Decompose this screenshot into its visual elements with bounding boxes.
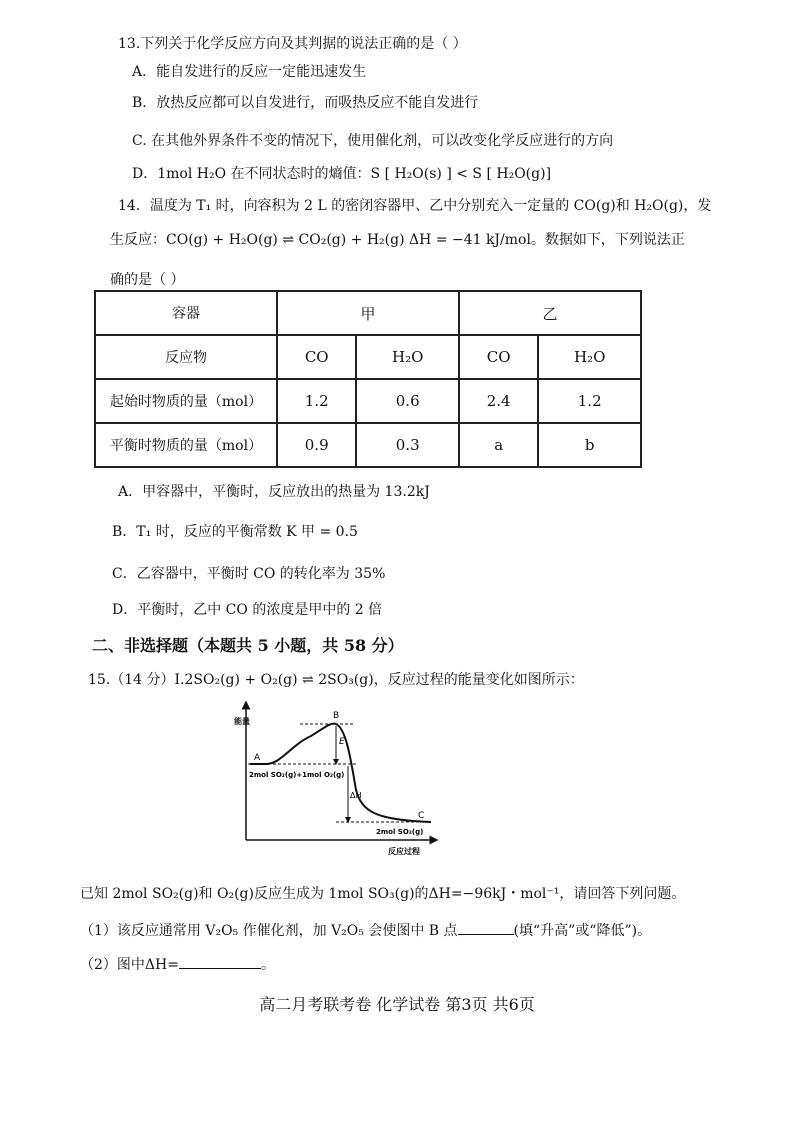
label-products: 2mol SO₃(g) [376,828,424,836]
table-cell: H₂O [356,335,459,379]
table-cell: 1.2 [277,379,356,423]
table-cell: 1.2 [538,379,641,423]
table-cell: H₂O [538,335,641,379]
table-cell: 0.9 [277,423,356,467]
table-cell: 0.3 [356,423,459,467]
q13-option-a: A．能自发进行的反应一定能迅速发生 [132,64,367,80]
table-cell: CO [277,335,356,379]
table-cell: 容器 [95,291,277,335]
table-cell: 平衡时物质的量（mol） [95,423,277,467]
q14-option-b: B．T₁ 时，反应的平衡常数 K 甲 = 0.5 [112,524,358,540]
q13-option-b: B．放热反应都可以自发进行，而吸热反应不能自发进行 [132,95,479,111]
answer-blank-2[interactable] [179,954,261,969]
label-reactants: 2mol SO₂(g)+1mol O₂(g) [249,771,345,779]
q15-part2 [80,954,275,974]
q15-part1-prefix: （1）该反应通常用 V₂O₅ 作催化剂，加 V₂O₅ 会使图中 B 点 [80,923,458,939]
table-cell: b [538,423,641,467]
label-dh: ΔH [350,791,362,800]
y-axis-label: 能量 [234,717,250,726]
q13-d-suffix: 在不同状态时的熵值：S [ H₂O(s) ] < S [ H₂O(g)] [226,166,552,182]
section-heading: 二、非选择题（本题共 5 小题，共 58 分） [92,636,404,655]
q13-option-c: C. 在其他外界条件不变的情况下，使用催化剂，可以改变化学反应进行的方向 [132,133,614,149]
q14-data-table [94,290,642,468]
label-e: E [339,737,345,747]
label-a: A [254,753,261,763]
answer-blank-1[interactable] [458,920,514,935]
q14-stem-line2: 生反应：CO(g) + H₂O(g) ⇌ CO₂(g) + H₂(g) ΔH = −41 kJ/mol。数据如下，下列说法正 [110,232,685,248]
q13-stem: 13.下列关于化学反应方向及其判据的说法正确的是（ ） [118,36,467,52]
q14-stem-line3: 确的是（ ） [110,272,185,288]
label-c: C [418,811,425,821]
q14-option-d: D．平衡时，乙中 CO 的浓度是甲中的 2 倍 [112,602,383,618]
q15-known: 已知 2mol SO₂(g)和 O₂(g)反应生成为 1mol SO₃(g)的ΔH=−96kJ・mol⁻¹，请回答下列问题。 [80,886,686,902]
q15-stem: 15.（14 分）Ⅰ.2SO₂(g) + O₂(g) ⇌ 2SO₃(g)，反应过程的能量变化如图所示： [88,672,584,688]
table-cell: 乙 [459,291,641,335]
x-axis-label: 反应过程 [388,847,420,856]
energy-diagram [236,700,436,860]
table-row [95,291,641,335]
q13-d-h2o: H₂O [196,166,227,182]
table-row [95,423,641,467]
page-footer: 高二月考联考卷 化学试卷 第3页 共6页 [259,995,535,1014]
q13-d-prefix: D．1mol [132,166,197,182]
label-b: B [333,711,340,721]
table-cell: 起始时物质的量（mol） [95,379,277,423]
table-cell: 反应物 [95,335,277,379]
q14-stem-line1: 14．温度为 T₁ 时，向容积为 2 L 的密闭容器甲、乙中分别充入一定量的 CO(g)和 H₂O(g)，发 [118,198,712,214]
table-row [95,335,641,379]
q14-option-a: A．甲容器中，平衡时，反应放出的热量为 13.2kJ [118,484,430,500]
table-cell: 2.4 [459,379,538,423]
q15-part2-prefix: （2）图中ΔH= [80,957,179,973]
q15-part1-suffix: (填“升高”或“降低”)。 [513,923,652,939]
q14-option-c: C．乙容器中，平衡时 CO 的转化率为 35% [112,566,386,582]
table-cell: 0.6 [356,379,459,423]
q13-option-d [132,166,551,183]
q15-part1 [80,920,651,940]
q15-part2-suffix: 。 [260,957,275,973]
table-cell: 甲 [277,291,459,335]
table-cell: CO [459,335,538,379]
table-cell: a [459,423,538,467]
table-row [95,379,641,423]
